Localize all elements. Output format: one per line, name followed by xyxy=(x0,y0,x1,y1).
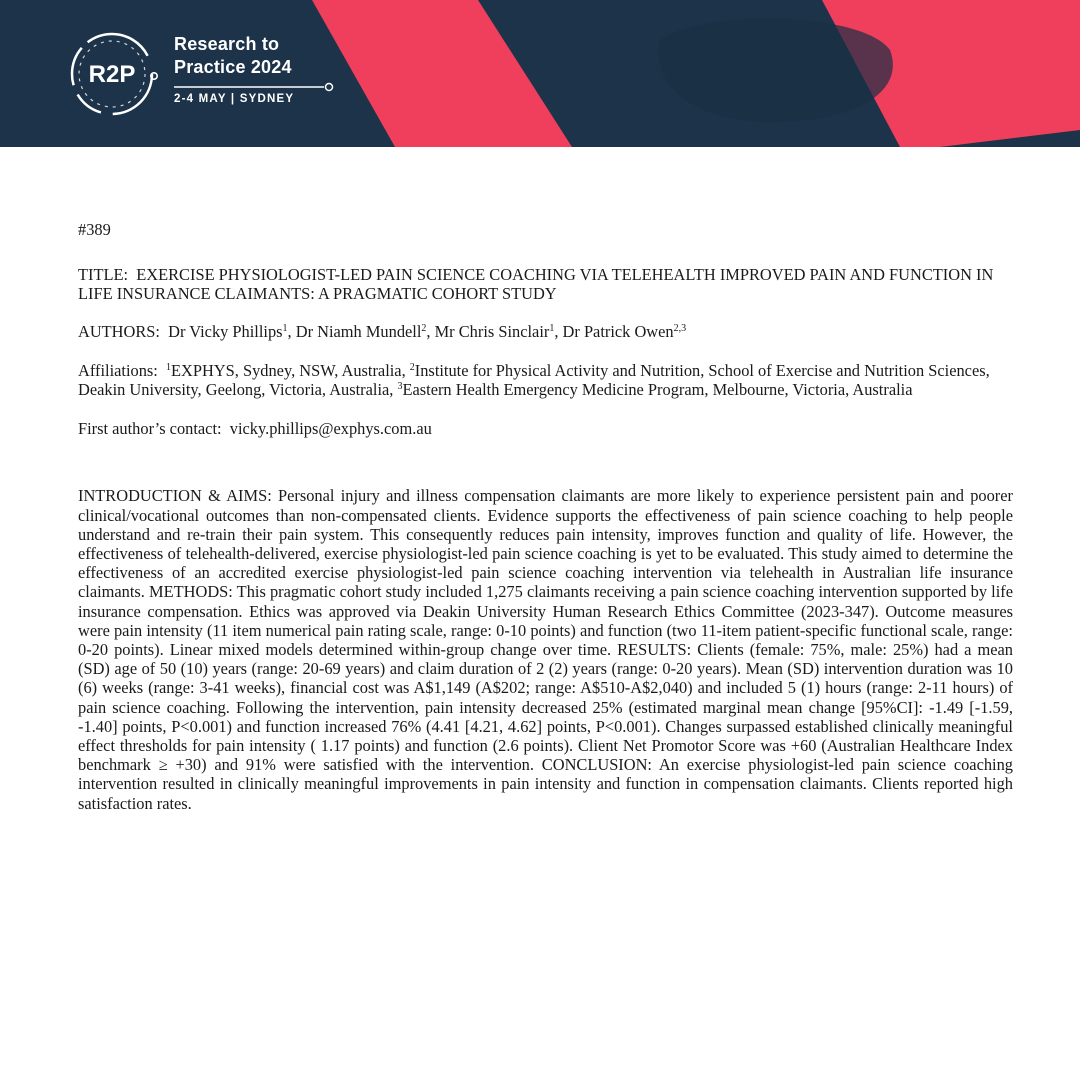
abstract-body: INTRODUCTION & AIMS: Personal injury and illness compensation claimants are more likely to experience persistent pain and poorer clinical/vocational outcomes than non-compensated clients. Evidence supports the effectiveness of pain science coaching to help people understand and re-train their pain system. This consequently reduces pain intensity, improves function and quality of life. However, the effectiveness of telehealth-delivered, exercise physiologist-led pain science coaching is yet to be evaluated. This study aimed to determine the effectiveness of an accredited exercise physiologist-led pain science coaching intervention via telehealth in Australian life insurance claimants. METHODS: This pragmatic cohort study included 1,275 claimants receiving a pain science coaching intervention supported by life insurance compensation. Ethics was approved via Deakin University Human Research Ethics Committee (2023-347). Outcome measures were pain intensity (11 item numerical pain rating scale, range: 0-10 points) and function (two 11-item patient-specific functional scale, range: 0-20 points). Linear mixed models determined within-group change over time. RESULTS: Clients (female: 75%, male: 25%) had a mean (SD) age of 50 (10) years (range: 20-69 years) and claim duration of 2 (2) years (range: 0-20 years). Mean (SD) intervention duration was 10 (6) weeks (range: 3-41 weeks), financial cost was A$1,149 (A$202; range: A$510-A$2,040) and included 5 (1) hours (range: 2-11 hours) of pain science coaching. Following the intervention, pain intensity decreased 25% (estimated marginal mean change [95%CI]: -1.49 [-1.59, -1.40] points, P<0.001) and function increased 76% (4.41 [4.21, 4.62] points, P<0.001). Changes surpassed established clinically meaningful effect thresholds for pain intensity ( 1.17 points) and function (2.6 points). Client Net Promotor Score was +60 (Australian Healthcare Index benchmark ≥ +30) and 91% were satisfied with the intervention. CONCLUSION: An exercise physiologist-led pain science coaching intervention resulted in clinically meaningful improvements in pain intensity and function in compensation claimants. Clients reported high satisfaction rates. xyxy=(78,486,1013,813)
conference-banner xyxy=(0,0,1080,147)
affiliation-2: Institute for Physical Activity and Nutrition, School of Exercise and Nutrition Sciences, Deakin University, Geelong, Victoria, Australia, xyxy=(78,360,990,400)
authors-label: AUTHORS: xyxy=(78,321,160,341)
affiliations: Affiliations: $^1$EXPHYS, Sydney, NSW, Australia, $^2$Institute for Physical Activity and Nutrition, School of Exercise and Nutrition Sciences, Deakin University, Geelong, Victoria, Australia, $^3$Eastern Health Emergency Medicine Program, Melbourne, Victoria, Australia xyxy=(78,360,990,400)
contact-email[interactable]: vicky.phillips@exphys.com.au xyxy=(229,419,432,439)
authors-line xyxy=(78,322,1013,341)
brand-line-2: Practice 2024 xyxy=(174,57,292,77)
affiliation-3: Eastern Health Emergency Medicine Program, Melbourne, Victoria, Australia xyxy=(402,380,913,400)
brand-rule xyxy=(174,82,334,92)
r2p-logo xyxy=(62,24,162,124)
banner-stripes xyxy=(0,0,1080,147)
contact-label: First author’s contact: xyxy=(78,419,222,439)
abstract-document xyxy=(78,220,1013,813)
author-2: Dr Niamh Mundell$^2$, xyxy=(295,321,435,341)
affiliation-1: EXPHYS, Sydney, NSW, Australia, xyxy=(171,360,410,380)
author-4: Dr Patrick Owen$^{2,3}$ xyxy=(562,321,687,341)
author-3: Mr Chris Sinclair$^1$, xyxy=(434,321,563,341)
abstract-title xyxy=(78,265,1013,303)
title-text: EXERCISE PHYSIOLOGIST-LED PAIN SCIENCE COACHING VIA TELEHEALTH IMPROVED PAIN AND FUNCTION IN LIFE INSURANCE CLAIMANTS: A PRAGMATIC COHORT STUDY xyxy=(78,265,994,304)
abstract-id: #389 xyxy=(78,220,111,239)
brand-line-1: Research to xyxy=(174,34,280,54)
contact-line xyxy=(78,419,1013,438)
author-1: Dr Vicky Phillips$^1$, xyxy=(168,321,296,341)
svg-text:R2P: R2P xyxy=(88,61,136,88)
conference-date-location: 2-4 MAY | SYDNEY xyxy=(174,93,295,105)
affiliations-label: Affiliations: xyxy=(78,360,158,380)
title-label: TITLE: xyxy=(78,265,129,285)
